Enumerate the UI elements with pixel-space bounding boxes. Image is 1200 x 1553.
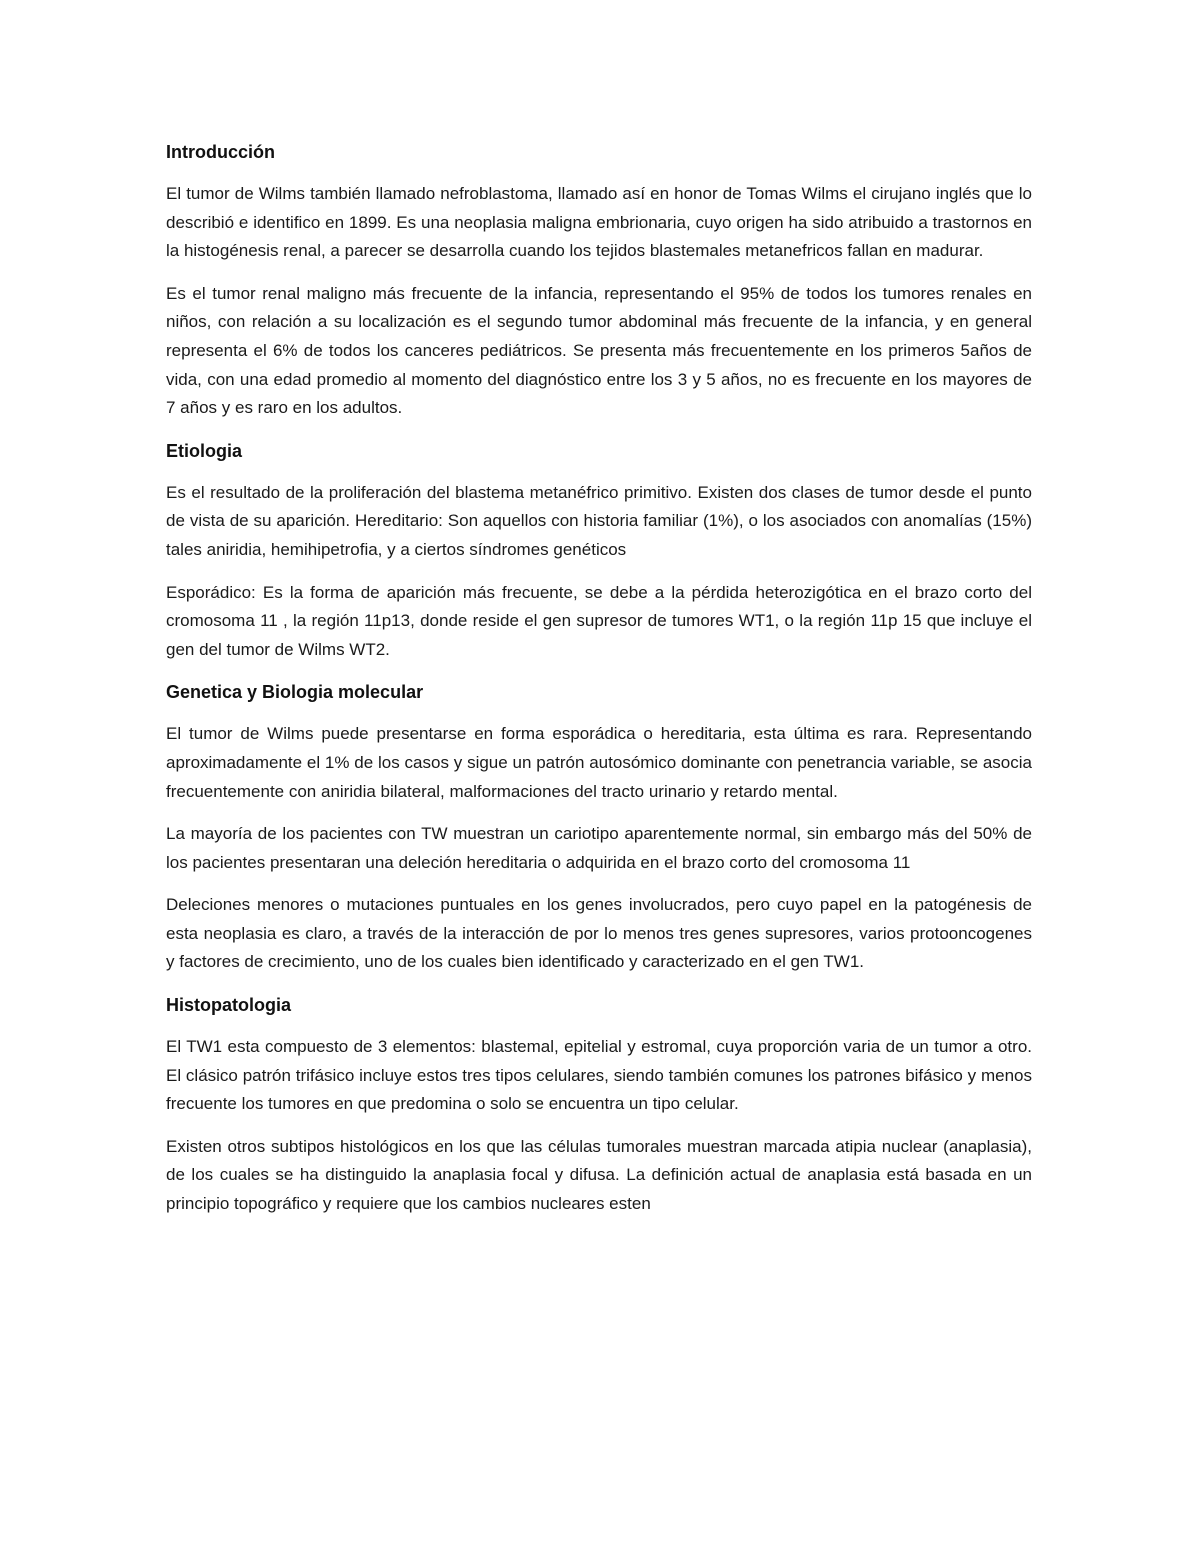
section-heading: Genetica y Biologia molecular xyxy=(166,682,424,703)
paragraph: Deleciones menores o mutaciones puntuales en los genes involucrados, pero cuyo papel en la patogénesis de esta neoplasia es claro, a través de la interacción de por lo menos tres genes supresores, varios protooncogenes y factores de crecimiento, uno de los cuales bien identificado y caracterizado en el gen TW1. xyxy=(166,895,1032,972)
section-etiologia xyxy=(166,437,1032,665)
paragraph: Esporádico: Es la forma de aparición más frecuente, se debe a la pérdida heterozigótica en el brazo corto del cromosoma 11 , la región 11p13, donde reside el gen supresor de tumores WT1, o la región 11p 15 que incluye el gen del tumor de Wilms WT2. xyxy=(166,582,1032,659)
section-heading: Introducción xyxy=(166,142,275,162)
document-body xyxy=(166,138,1032,1219)
paragraph: Es el resultado de la proliferación del blastema metanéfrico primitivo. Existen dos clases de tumor desde el punto de vista de su aparición. Hereditario: Son aquellos con historia familiar (1%), o los asociados con anomalías (15%) tales aniridia, hemihipetrofia, y a ciertos síndromes genéticos xyxy=(166,482,1032,559)
paragraph: Existen otros subtipos histológicos en los que las células tumorales muestran marcada atipia nuclear (anaplasia), de los cuales se ha distinguido la anaplasia focal y difusa. La definición actual de anaplasia está basada en un principio topográfico y requiere que los cambios nucleares esten xyxy=(166,1136,1032,1214)
section-heading: Histopatologia xyxy=(166,995,291,1016)
section-heading: Etiologia xyxy=(166,440,242,461)
paragraph: El TW1 esta compuesto de 3 elementos: blastemal, epitelial y estromal, cuya proporción varia de un tumor a otro. El clásico patrón trifásico incluye estos tres tipos celulares, siendo también comunes los patrones bifásico y menos frecuente los tumores en que predomina o solo se encuentra un tipo celular. xyxy=(166,1037,1032,1114)
paragraph: Es el tumor renal maligno más frecuente de la infancia, representando el 95% de todos los tumores renales en niños, con relación a su localización es el segundo tumor abdominal más frecuente de la infancia, y en general representa el 6% de todos los canceres pediátricos. Se presenta más frecuentemente en los primeros 5años de vida, con una edad promedio al momento del diagnóstico entre los 3 y 5 años, no es frecuente en los mayores de 7 años y es raro en los adultos. xyxy=(166,283,1032,418)
paragraph: El tumor de Wilms también llamado nefroblastoma, llamado así en honor de Tomas Wilms el cirujano inglés que lo describió e identifico en 1899. Es una neoplasia maligna embrionaria, cuyo origen ha sido atribuido a trastornos en la histogénesis renal, a parecer se desarrolla cuando los tejidos blastemales metanefricos fallan en madurar. xyxy=(166,184,1032,261)
section-histopatologia xyxy=(166,991,1032,1219)
section-introduccion xyxy=(166,138,1032,423)
paragraph: La mayoría de los pacientes con TW muestran un cariotipo aparentemente normal, sin embargo más del 50% de los pacientes presentaran una deleción hereditaria o adquirida en el brazo corto del cromosoma 11 xyxy=(166,824,1032,872)
paragraph: El tumor de Wilms puede presentarse en forma esporádica o hereditaria, esta última es rara. Representando aproximadamente el 1% de los casos y sigue un patrón autosómico dominante con penetrancia variable, se asocia frecuentemente con aniridia bilateral, malformaciones del tracto urinario y retardo mental. xyxy=(166,724,1032,801)
section-genetica xyxy=(166,678,1032,977)
